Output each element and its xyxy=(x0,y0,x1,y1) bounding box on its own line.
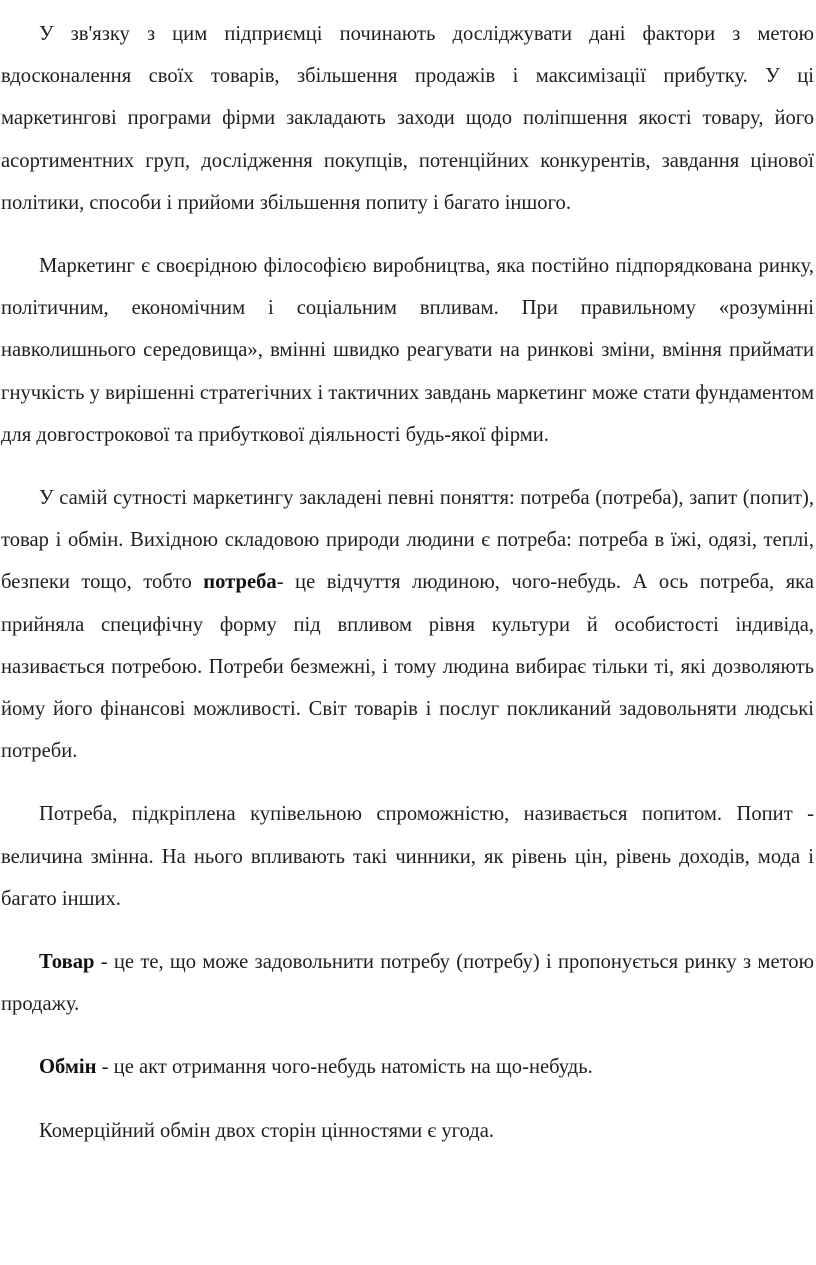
paragraph-deal-definition xyxy=(1,1110,814,1152)
paragraph-marketing-philosophy xyxy=(1,245,814,456)
paragraph-text: - це те, що може задовольнити потребу (потребу) і пропонується ринку з метою продажу. xyxy=(1,951,814,1016)
paragraph-text-start: У самій сутності маркетингу закладені певні поняття: потреба (потреба), запит (попит), товар і обмін. Вихідною складовою природи людини є потреба: потреба в їжі, одязі, теплі, безпеки тощо, тобто xyxy=(1,487,814,594)
paragraph-text-end: - це відчуття людиною, чого-небудь. А ось потреба, яка прийняла специфічну форму під впливом рівня культури й особистості індивіда, називається потребою. Потреби безмежні, і тому людина вибирає тільки ті, які дозволяють йому його фінансові можливості. Світ товарів і послуг покликаний задовольняти людські потреби. xyxy=(1,571,814,763)
paragraph-exchange-definition xyxy=(1,1046,814,1088)
paragraph-text: Потреба, підкріплена купівельною спроможністю, називається попитом. Попит - величина змінна. На нього впливають такі чинники, як рівень цін, рівень доходів, мода і багато інших. xyxy=(1,803,814,910)
term-product: Товар xyxy=(39,951,95,974)
paragraph-text: Комерційний обмін двох сторін цінностями є угода. xyxy=(39,1119,495,1142)
paragraph-text: Маркетинг є своєрідною філософією виробництва, яка постійно підпорядкована ринку, політичним, економічним і соціальним впливам. При правильному «розумінні навколишнього середовища», вмінні швидко реагувати на ринкові зміни, вміння приймати гнучкість у вирішенні стратегічних і тактичних завдань маркетинг може стати фундаментом для довгострокової та прибуткової діяльності будь-якої фірми. xyxy=(1,255,814,446)
term-exchange: Обмін xyxy=(39,1056,97,1079)
paragraph-marketing-research xyxy=(1,13,814,224)
paragraph-text: - це акт отримання чого-небудь натомість на що-небудь. xyxy=(96,1056,593,1079)
paragraph-demand-definition xyxy=(1,793,814,920)
paragraph-product-definition xyxy=(1,941,814,1025)
paragraph-need-definition xyxy=(1,477,814,772)
paragraph-text: У зв'язку з цим підприємці починають досліджувати дані фактори з метою вдосконалення своїх товарів, збільшення продажів і максимізації прибутку. У ці маркетингові програми фірми закладають заходи щодо поліпшення якості товару, його асортиментних груп, дослідження покупців, потенційних конкурентів, завдання цінової політики, способи і прийоми збільшення попиту і багато іншого. xyxy=(1,23,814,214)
term-need: потреба xyxy=(203,571,277,594)
